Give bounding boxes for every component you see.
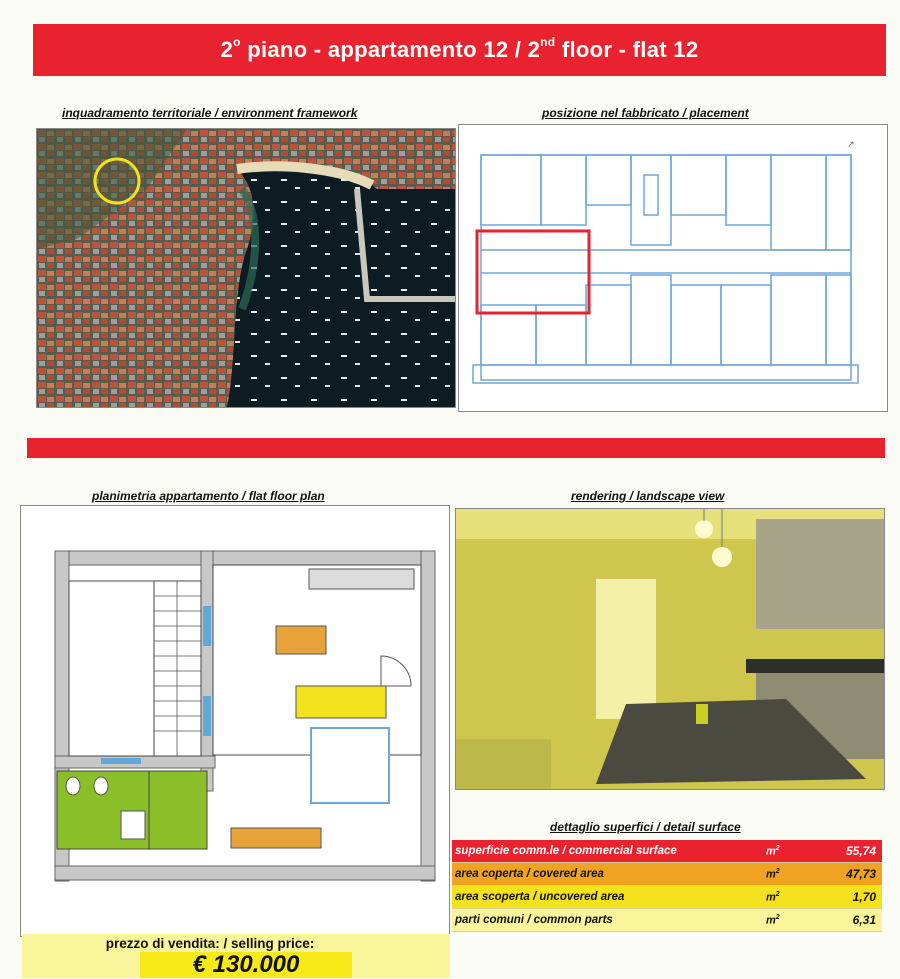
surface-value: 1,70 xyxy=(852,890,876,904)
surface-row xyxy=(452,863,882,886)
surfaces-table xyxy=(452,840,882,932)
floorplan-caption: planimetria appartamento / flat floor plan xyxy=(92,489,325,503)
kitchen-counter xyxy=(309,569,414,589)
surface-label: superficie comm.le / commercial surface xyxy=(455,845,677,857)
sofa xyxy=(296,686,386,718)
page-title-banner xyxy=(33,24,886,76)
surface-unit: $m^2$ xyxy=(766,890,780,904)
balcony-furniture xyxy=(231,828,321,848)
environment-caption: inquadramento territoriale / environment framework xyxy=(62,106,358,120)
surface-label: parti comuni / common parts xyxy=(455,914,613,926)
flat-highlight xyxy=(477,231,589,313)
surface-unit: $m^2$ xyxy=(766,913,780,927)
interior-rendering xyxy=(455,508,885,790)
aerial-map-image xyxy=(37,129,455,407)
price-label: prezzo di vendita: / selling price: xyxy=(105,936,315,951)
placement-caption: posizione nel fabbricato / placement xyxy=(542,106,749,120)
building-placement-plan xyxy=(458,124,888,412)
window xyxy=(596,579,656,719)
surface-label: area scoperta / uncovered area xyxy=(455,891,625,903)
surface-value: 55,74 xyxy=(845,844,876,858)
surface-row xyxy=(452,909,882,932)
surfaces-caption: dettaglio superfici / detail surface xyxy=(550,820,741,834)
kitchen-cabinets xyxy=(756,519,884,629)
surface-row xyxy=(452,840,882,863)
rendering-caption: rendering / landscape view xyxy=(571,489,725,503)
aerial-map xyxy=(36,128,456,408)
surface-row xyxy=(452,886,882,909)
north-arrow-icon: ↗ xyxy=(847,139,855,149)
surface-unit: $m^2$ xyxy=(766,844,780,858)
section-divider xyxy=(27,438,885,458)
building-plan-drawing xyxy=(459,125,887,411)
floor-plan-drawing xyxy=(21,506,449,936)
page-title: 2$^o$ piano - appartamento 12 / 2nd floor - flat 12 xyxy=(220,35,699,62)
living-room xyxy=(213,565,421,755)
bathroom-2 xyxy=(149,771,207,849)
surface-value: 47,73 xyxy=(845,867,876,881)
rendering-image xyxy=(456,509,884,789)
dining-table xyxy=(276,626,326,654)
surface-value: 6,31 xyxy=(852,913,876,927)
price-value: € 130.000 xyxy=(140,952,352,978)
flat-floor-plan xyxy=(20,505,450,937)
surface-unit: $m^2$ xyxy=(766,867,780,881)
bed xyxy=(311,728,389,803)
surface-label: area coperta / covered area xyxy=(455,868,604,880)
